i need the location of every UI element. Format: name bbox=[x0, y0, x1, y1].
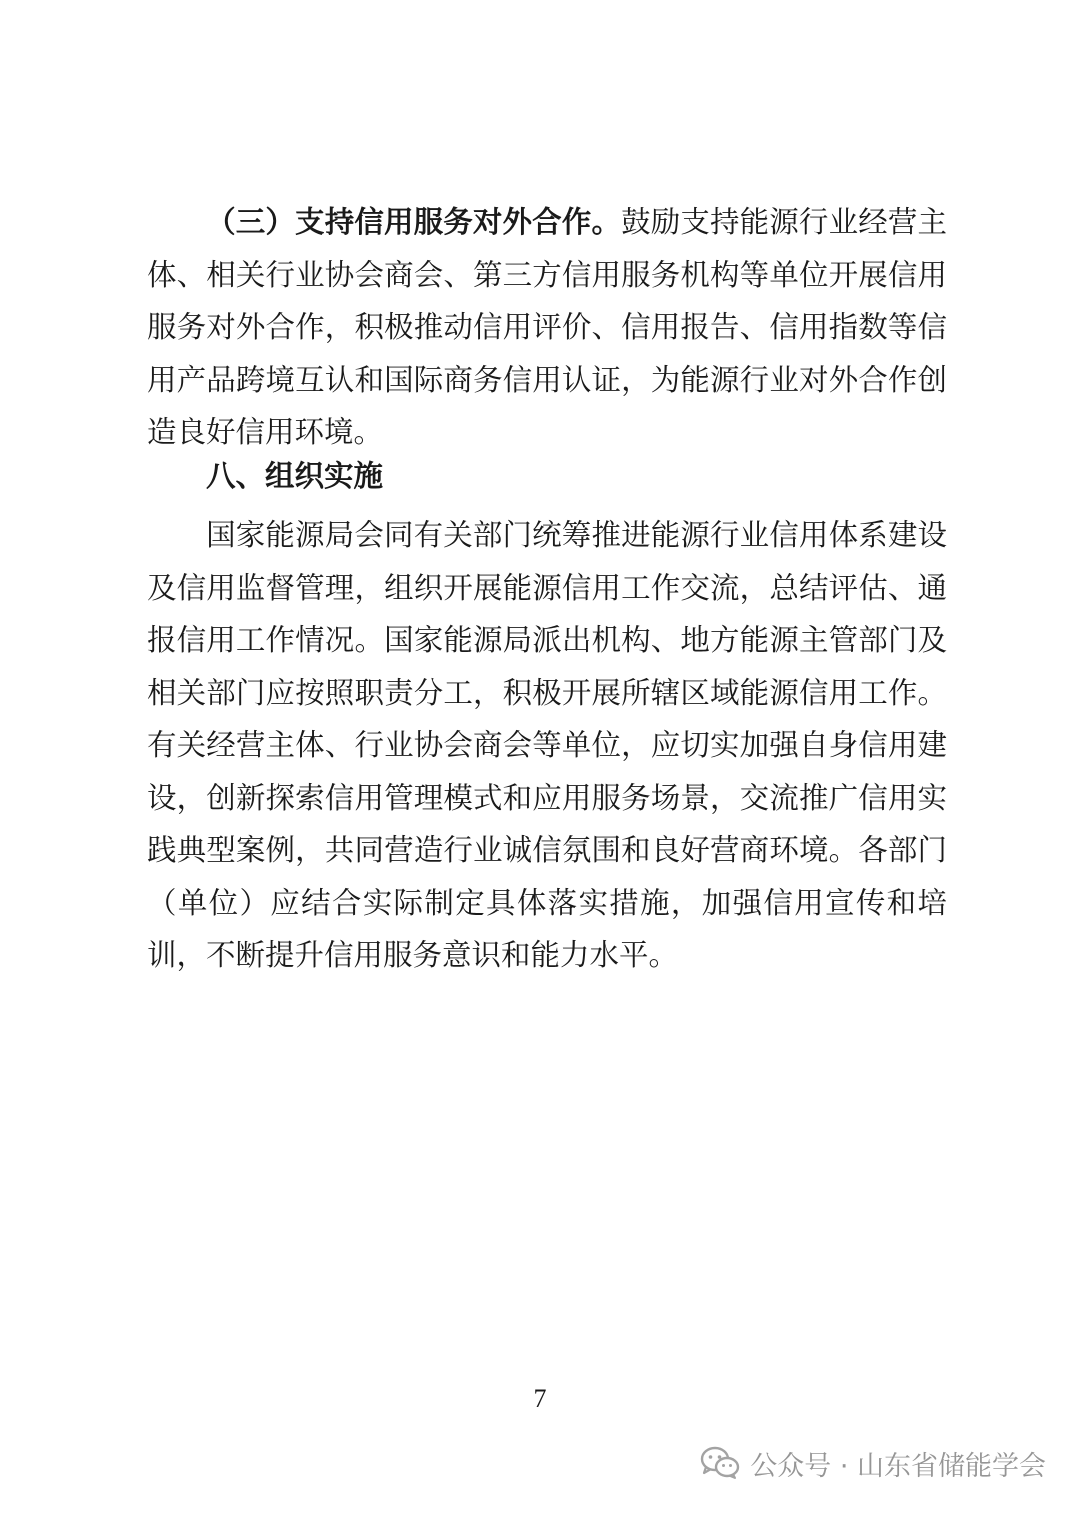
section-lead-title: （三）支持信用服务对外合作。 bbox=[206, 205, 622, 239]
paragraph-implementation bbox=[147, 509, 947, 982]
paragraph-body: 国家能源局会同有关部门统筹推进能源行业信用体系建设及信用监督管理，组织开展能源信用工作交流，总结评估、通报信用工作情况。国家能源局派出机构、地方能源主管部门及相关部门应按照职责分工，积极开展所辖区域能源信用工作。有关经营主体、行业协会商会等单位，应切实加强自身信用建设，创新探索信用管理模式和应用服务场景，交流推广信用实践典型案例，共同营造行业诚信氛围和良好营商环境。各部门（单位）应结合实际制定具体落实措施，加强信用宣传和培训，不断提升信用服务意识和能力水平。 bbox=[147, 518, 947, 972]
watermark-text: 公众号 · 山东省储能学会 bbox=[750, 1450, 1046, 1482]
paragraph-body: 鼓励支持能源行业经营主体、相关行业协会商会、第三方信用服务机构等单位开展信用服务对外合作，积极推动信用评价、信用报告、信用指数等信用产品跨境互认和国际商务信用认证，为能源行业对外合作创造良好信用环境。 bbox=[147, 205, 947, 449]
watermark bbox=[700, 1438, 1046, 1488]
section-heading-implementation: 八、组织实施 bbox=[206, 459, 384, 493]
wechat-icon bbox=[700, 1446, 740, 1480]
paragraph-support-credit-cooperation bbox=[147, 196, 947, 459]
page-number: 7 bbox=[533, 1384, 547, 1413]
